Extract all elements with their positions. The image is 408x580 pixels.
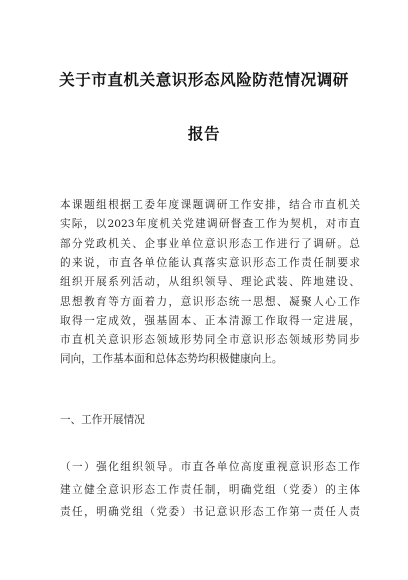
section-heading: 一、工作开展情况: [60, 414, 145, 426]
document-title-continued: 报告: [187, 125, 221, 143]
document-title: 关于市直机关意识形态风险防范情况调研: [59, 71, 349, 89]
paragraph-line: 建立健全意识形态工作责任制，明确党组（党委）的主体: [60, 484, 360, 496]
paragraph-line: （一）强化组织领导。市直各单位高度重视意识形态工作: [60, 461, 360, 473]
paragraph-line: 取得一定成效，强基固本、正本清源工作取得一定进展，: [60, 315, 360, 327]
paragraph-line: 部分党政机关、企事业单位意识形态工作进行了调研。总: [60, 238, 360, 250]
paragraph-line: 的来说，市直各单位能认真落实意识形态工作责任制要求: [60, 257, 360, 269]
paragraph-line: 实际，以2023年度机关党建调研督查工作为契机，对市直: [60, 218, 360, 230]
paragraph-line: 组织开展系列活动，从组织领导、理论武装、阵地建设、: [60, 276, 360, 288]
paragraph-line: 责任，明确党组（党委）书记意识形态工作第一责任人责: [60, 506, 360, 518]
paragraph-line: 市直机关意识形态领域形势同全市意识形态领域形势同步: [60, 334, 360, 346]
paragraph-line: 同向，工作基本面和总体态势均积极健康向上。: [60, 353, 283, 365]
paragraph-line: 思想教育等方面着力，意识形态统一思想、凝聚人心工作: [60, 296, 360, 308]
paragraph-line: 本课题组根据工委年度课题调研工作安排，结合市直机关: [60, 199, 360, 211]
